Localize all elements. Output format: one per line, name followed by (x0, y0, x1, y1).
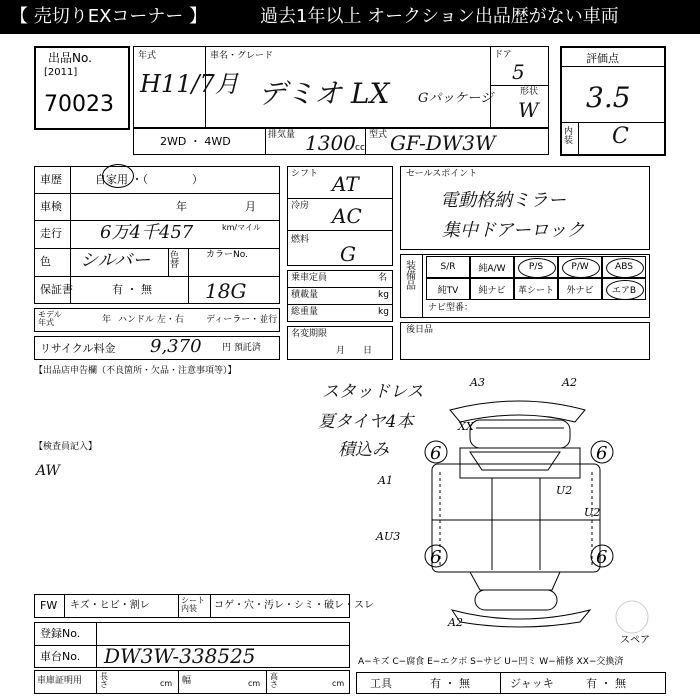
tire-depth-mark: 6 (430, 547, 442, 568)
color-label: 色 (40, 255, 51, 268)
package-value: Gパッケージ (418, 91, 494, 106)
inspector-label: 【検査員記入】 (34, 442, 98, 452)
weight-unit: kg (378, 307, 389, 317)
model-year-unit: 年 (102, 315, 112, 325)
warranty-label: 保証書 (40, 283, 73, 296)
equipment-circle-mark (562, 258, 600, 278)
equipment-circle-mark (606, 258, 644, 278)
seat-items: コゲ・穴・汚レ・シミ・破レ・スレ (214, 600, 374, 611)
next-unit: 月日 (336, 346, 391, 356)
displacement-label: 排気量 (268, 130, 296, 140)
drive-label: 2WD ・ 4WD (160, 135, 231, 148)
name-label: 車名・グレード (210, 51, 274, 61)
mileage-value: 6万4千457 (100, 222, 194, 243)
interior-value: C (612, 124, 629, 149)
sales-line1: 電動格納ミラー (440, 190, 566, 211)
capacity-unit: 名 (378, 273, 388, 283)
width-unit: cm (248, 679, 261, 688)
fuel-value: G (340, 242, 356, 266)
equipment-item: P/S (514, 256, 558, 278)
capacity-label: 乗車定員 (291, 273, 328, 283)
equipment-item: S/R (426, 256, 470, 278)
color-no-label: カラーNo. (206, 250, 248, 260)
color-no-value: 18G (205, 279, 247, 303)
damage-mark: XX (458, 420, 474, 433)
navi-label: ナビ型番： (428, 303, 474, 313)
equipment-item: 純TV (426, 278, 470, 300)
equipment-item: 純ナビ (470, 278, 514, 300)
score-label: 評価点 (586, 52, 619, 65)
mileage-unit: km/マイル (222, 223, 261, 232)
inspection-month: 月 (245, 200, 256, 213)
damage-mark: A3 (470, 376, 485, 389)
seat-label: シート内装 (181, 596, 205, 613)
load-unit: kg (378, 290, 389, 300)
damage-mark: A1 (378, 474, 393, 487)
cert-label: 車庫証明用 (37, 676, 83, 686)
recycle-unit: 円 預託済 (222, 343, 261, 353)
entry-number: 70023 (44, 92, 114, 117)
equipment-item: 純A/W (470, 256, 514, 278)
seller-report-label: 【出品店申告欄（不良箇所・欠品・注意事項等）】 (34, 366, 237, 376)
model-year-label: モデル年式 (38, 310, 62, 327)
equipment-label: 装備品 (406, 261, 416, 292)
color-value: シルバー (80, 250, 151, 271)
equipment-circle-mark (606, 280, 644, 300)
shift-label: シフト (291, 169, 319, 179)
header-title-right: 過去1年以上 オークション出品歴がない車両 (260, 6, 619, 27)
shape-value: W (518, 98, 539, 122)
damage-legend: A−キズ C−腐食 E−エクボ S−サビ U−凹ミ W−補修 XX−交換済 (358, 657, 624, 667)
entry-year-tag: [2011] (44, 67, 78, 78)
aftermarket-box (400, 322, 650, 360)
reg-label: 登録No. (40, 627, 81, 640)
equipment-item: ABS (602, 256, 646, 278)
interior-label: 内装 (564, 127, 574, 146)
aftermarket-label: 後日品 (406, 325, 434, 335)
equipment-item: 革シート (514, 278, 558, 300)
fw-items: キズ・ヒビ・割レ (70, 600, 150, 611)
fuel-label: 燃料 (291, 235, 310, 245)
tire-depth-mark: 6 (596, 443, 608, 464)
year-label: 年式 (138, 51, 157, 61)
recycle-value: 9,370 (150, 336, 202, 357)
height-label: 高さ (270, 672, 278, 689)
ac-value: AC (332, 204, 362, 228)
equipment-circle-mark (518, 258, 556, 278)
displacement-value: 1300 (305, 131, 356, 155)
header-title-left: 【 売切りEXコーナー 】 (10, 6, 208, 27)
tool-label: 工具 (370, 677, 392, 690)
length-label: 長さ (100, 672, 108, 689)
equipment-item: P/W (558, 256, 602, 278)
color-change: 色替 (170, 251, 180, 270)
handle-label: ハンドル 左・右 (118, 315, 184, 325)
damage-mark: A2 (448, 616, 463, 629)
ac-label: 冷房 (291, 201, 310, 211)
equipment-item: 外ナビ (558, 278, 602, 300)
equipment-item: エアB (602, 278, 646, 300)
damage-mark: U2 (556, 484, 573, 497)
entry-label: 出品No. (48, 51, 92, 65)
year-value: H11/7月 (140, 70, 239, 98)
model-label: 型式 (369, 130, 388, 140)
chassis-value: DW3W-338525 (104, 644, 256, 668)
shape-label: 形状 (520, 87, 539, 97)
tire-depth-mark: 6 (596, 547, 608, 568)
shift-value: AT (332, 172, 359, 196)
load-label: 積載量 (291, 290, 319, 300)
fw-label: FW (40, 599, 58, 612)
damage-mark: A2 (562, 376, 577, 389)
next-label: 名変期限 (291, 329, 328, 339)
history-label: 車歴 (40, 173, 62, 186)
displacement-unit: cc (355, 143, 365, 153)
sales-label: セールスポイント (406, 169, 478, 179)
chassis-label: 車台No. (40, 650, 81, 663)
score-value: 3.5 (586, 81, 631, 114)
inspector-value: AW (36, 463, 60, 479)
history-value: 自家用 ・（ ） (95, 173, 203, 186)
handwritten-1: スタッドレス (322, 382, 424, 402)
tire-depth-mark: 6 (430, 443, 442, 464)
width-label: 幅 (182, 676, 192, 686)
door-value: 5 (512, 60, 525, 84)
tool-value: 有 ・ 無 (430, 677, 470, 690)
handwritten-3: 積込み (338, 440, 389, 460)
door-label: ドア (494, 50, 512, 60)
spare-label: スペア (620, 635, 650, 646)
warranty-value: 有 ・ 無 (112, 283, 152, 296)
damage-mark: AU3 (376, 530, 401, 543)
inspection-label: 車検 (40, 200, 62, 213)
damage-mark: U2 (584, 506, 601, 519)
name-value: デミオ LX (258, 77, 390, 110)
jack-label: ジャッキ (510, 677, 554, 690)
handwritten-2: 夏タイヤ4本 (318, 412, 414, 432)
height-unit: cm (332, 679, 345, 688)
inspection-year: 年 (176, 200, 187, 213)
length-unit: cm (160, 679, 173, 688)
weight-label: 総重量 (291, 307, 319, 317)
model-value: GF-DW3W (390, 131, 496, 155)
recycle-label: リサイクル料金 (40, 342, 116, 355)
sales-line2: 集中ドアーロック (442, 220, 585, 241)
jack-value: 有 ・ 無 (586, 677, 626, 690)
dealer-label: ディーラー・並行 (206, 315, 278, 325)
mileage-label: 走行 (40, 227, 62, 240)
